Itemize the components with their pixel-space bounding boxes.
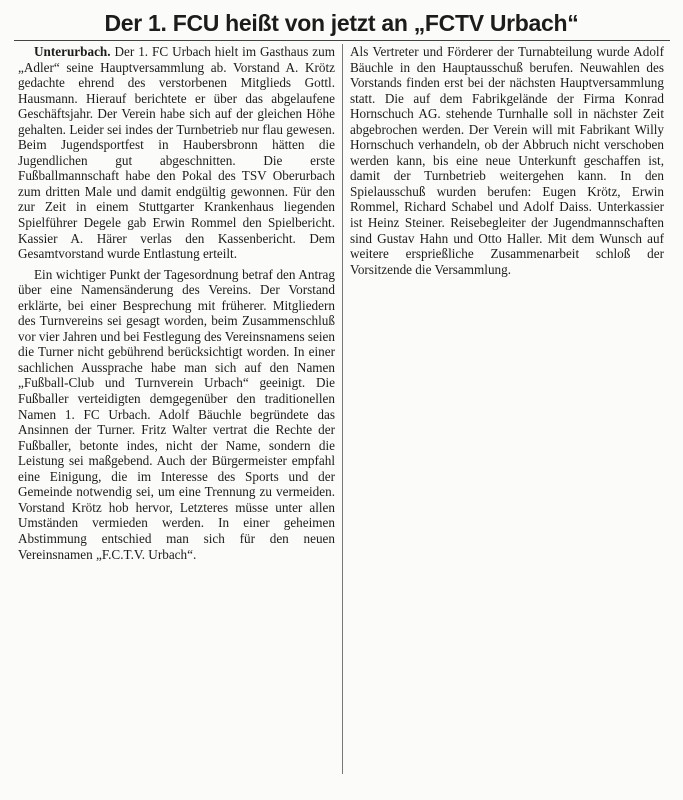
dateline: Unterurbach. <box>34 44 111 59</box>
headline-rule <box>14 40 670 41</box>
right-column <box>350 44 664 277</box>
article-headline: Der 1. FCU heißt von jetzt an „FCTV Urbach“ <box>104 10 579 36</box>
left-paragraph-1 <box>18 44 335 262</box>
right-paragraph-1: Als Vertreter und Förderer der Turnabteilung wurde Adolf Bäuchle in den Hauptausschuß berufen. Neuwahlen des Vorstands finden erst bei der nächsten Hauptversammlung statt. Die auf dem Fabrikgelände der Firma Konrad Hornschuch AG. stehende Turnhalle soll in nächster Zeit abgebrochen werden. Der Verein will mit Fabrikant Willy Hornschuch verhandeln, ob der Abbruch nicht verschoben werden kann, bis eine neue Unterkunft geschaffen ist, damit der Turnbetrieb weitergehen kann. In den Spielausschuß wurden berufen: Eugen Krötz, Erwin Rommel, Richard Schabel und Adolf Daiss. Unterkassier ist Heinz Steiner. Reisebegleiter der Jugendmannschaften sind Gustav Hahn und Otto Haller. Mit dem Wunsch auf weitere ersprießliche Zusammenarbeit schloß der Vorsitzende die Versammlung. <box>350 44 664 277</box>
left-column <box>18 44 335 562</box>
left-paragraph-1-text: Der 1. FC Urbach hielt im Gasthaus zum „Adler“ seine Hauptversammlung ab. Vorstand A. Krötz gedachte ehrend des verstorbenen Mitglieds Gottl. Hausmann. Hierauf berichtete er über das abgelaufene Geschäftsjahr. Der Verein habe sich auf der gleichen Höhe gehalten. Leider sei indes der Turnbetrieb nur flau gewesen. Beim Jugendsportfest in Haubersbronn hätten die Jugendlichen gut abgeschnitten. Die erste Fußballmannschaft habe den Pokal des TSV Oberurbach zum dritten Male und damit endgültig gewonnen. Für den zur Zeit in einem Stuttgarter Krankenhaus liegenden Spielführer Degele gab Erwin Rommel den Spielbericht. Kassier A. Härer verlas den Kassenbericht. Dem Gesamtvorstand wurde Entlastung erteilt. <box>18 44 336 262</box>
left-paragraph-2: Ein wichtiger Punkt der Tagesordnung betraf den Antrag über eine Namensänderung des Vereins. Der Vorstand erklärte, bei einer Besprechung mit früherer. Mitgliedern des Turnvereins sei gesagt worden, beim Zusammenschluß vor vier Jahren und bei Festlegung des Vereinsnamens seien die Turner nicht gebührend berücksichtigt worden. In einer sachlichen Aussprache habe man sich auf den Namen „Fußball-Club und Turnverein Urbach“ geeinigt. Die Fußballer verteidigten demgegenüber den traditionellen Namen 1. FC Urbach. Adolf Bäuchle begründete das Ansinnen der Turner. Fritz Walter vertrat die Rechte der Fußballer, betonte indes, nicht der Name, sondern die Leistung sei maßgebend. Auch der Bürgermeister empfahl eine Einigung, die im Interesse des Sports und der Gemeinde notwendig sei, um eine Trennung zu vermeiden. Vorstand Krötz hob hervor, Letzteres müsse unter allen Umständen vermieden werden. In einer geheimen Abstimmung entschied man sich für den neuen Vereinsnamen „F.C.T.V. Urbach“. <box>18 266 335 562</box>
column-divider <box>342 44 343 774</box>
